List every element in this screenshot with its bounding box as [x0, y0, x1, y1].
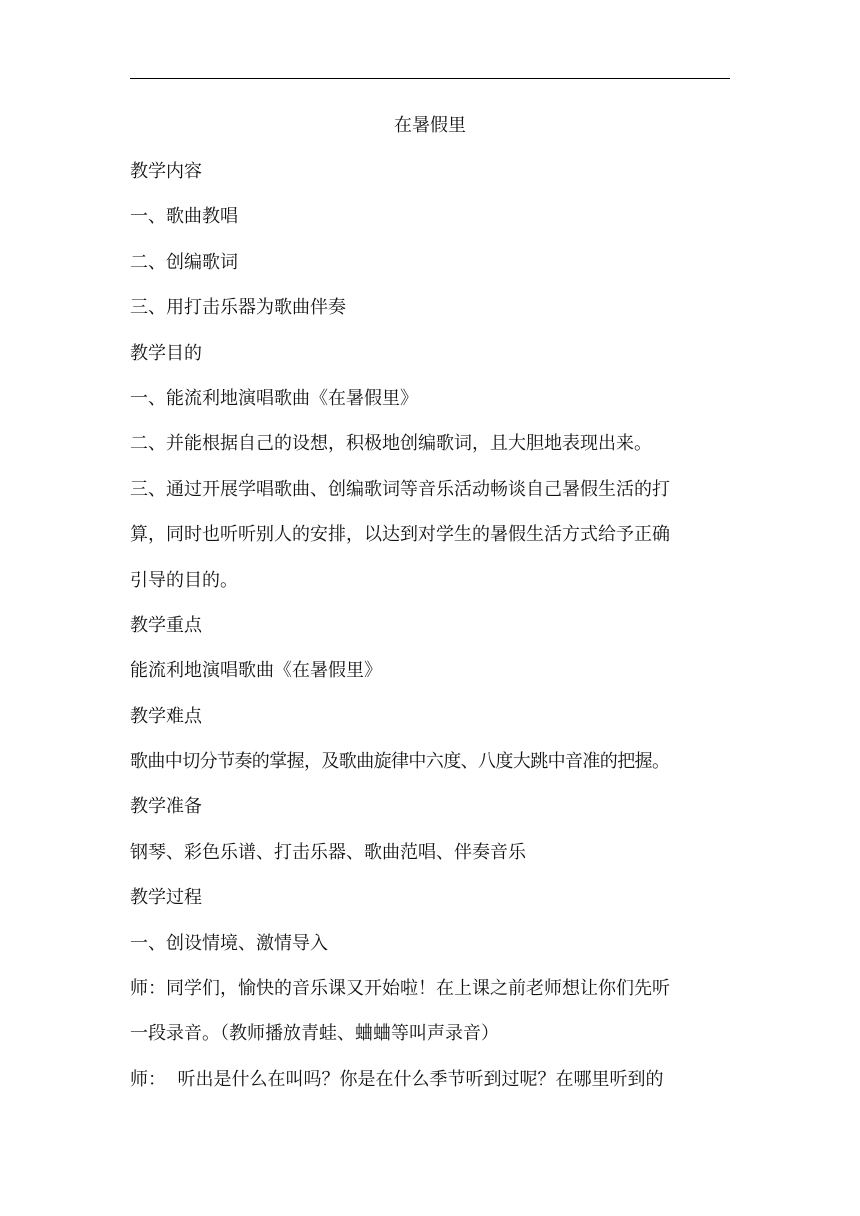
- section-heading-key-points: 教学重点: [130, 614, 202, 636]
- difficulties-text: 歌曲中切分节奏的掌握，及歌曲旋律中六度、八度大跳中音准的把握。: [130, 751, 670, 773]
- teacher-line-1-part-2: 一段录音。（教师播放青蛙、蛐蛐等叫声录音）: [130, 1023, 499, 1045]
- goal-item-3-line-1: 三、通过开展学唱歌曲、创编歌词等音乐活动畅谈自己暑假生活的打: [130, 478, 670, 500]
- header-rule: [130, 78, 730, 79]
- process-step-1-heading: 一、创设情境、激情导入: [130, 932, 328, 954]
- key-points-text: 能流利地演唱歌曲《在暑假里》: [130, 660, 382, 682]
- goal-item-3-line-3: 引导的目的。: [130, 569, 238, 591]
- content-item-1: 一、歌曲教唱: [130, 206, 238, 228]
- teacher-line-2: 师： 听出是什么在叫吗？你是在什么季节听到过呢？在哪里听到的: [130, 1068, 664, 1090]
- section-heading-preparation: 教学准备: [130, 796, 202, 818]
- preparation-text: 钢琴、彩色乐谱、打击乐器、歌曲范唱、伴奏音乐: [130, 841, 526, 863]
- document-title: 在暑假里: [394, 115, 466, 136]
- section-heading-process: 教学过程: [130, 887, 202, 909]
- teacher-line-1-part-1: 师：同学们，愉快的音乐课又开始啦！在上课之前老师想让你们先听: [130, 978, 670, 1000]
- content-item-3: 三、用打击乐器为歌曲伴奏: [130, 297, 346, 319]
- goal-item-3-line-2: 算，同时也听听别人的安排，以达到对学生的暑假生活方式给予正确: [130, 524, 670, 546]
- section-heading-goals: 教学目的: [130, 342, 202, 364]
- goal-item-2: 二、并能根据自己的设想，积极地创编歌词，且大胆地表现出来。: [130, 433, 652, 455]
- goal-item-1: 一、能流利地演唱歌曲《在暑假里》: [130, 387, 418, 409]
- section-heading-difficulties: 教学难点: [130, 705, 202, 727]
- section-heading-content: 教学内容: [130, 161, 202, 182]
- document-body: [130, 158, 730, 1111]
- content-item-2: 二、创编歌词: [130, 251, 238, 273]
